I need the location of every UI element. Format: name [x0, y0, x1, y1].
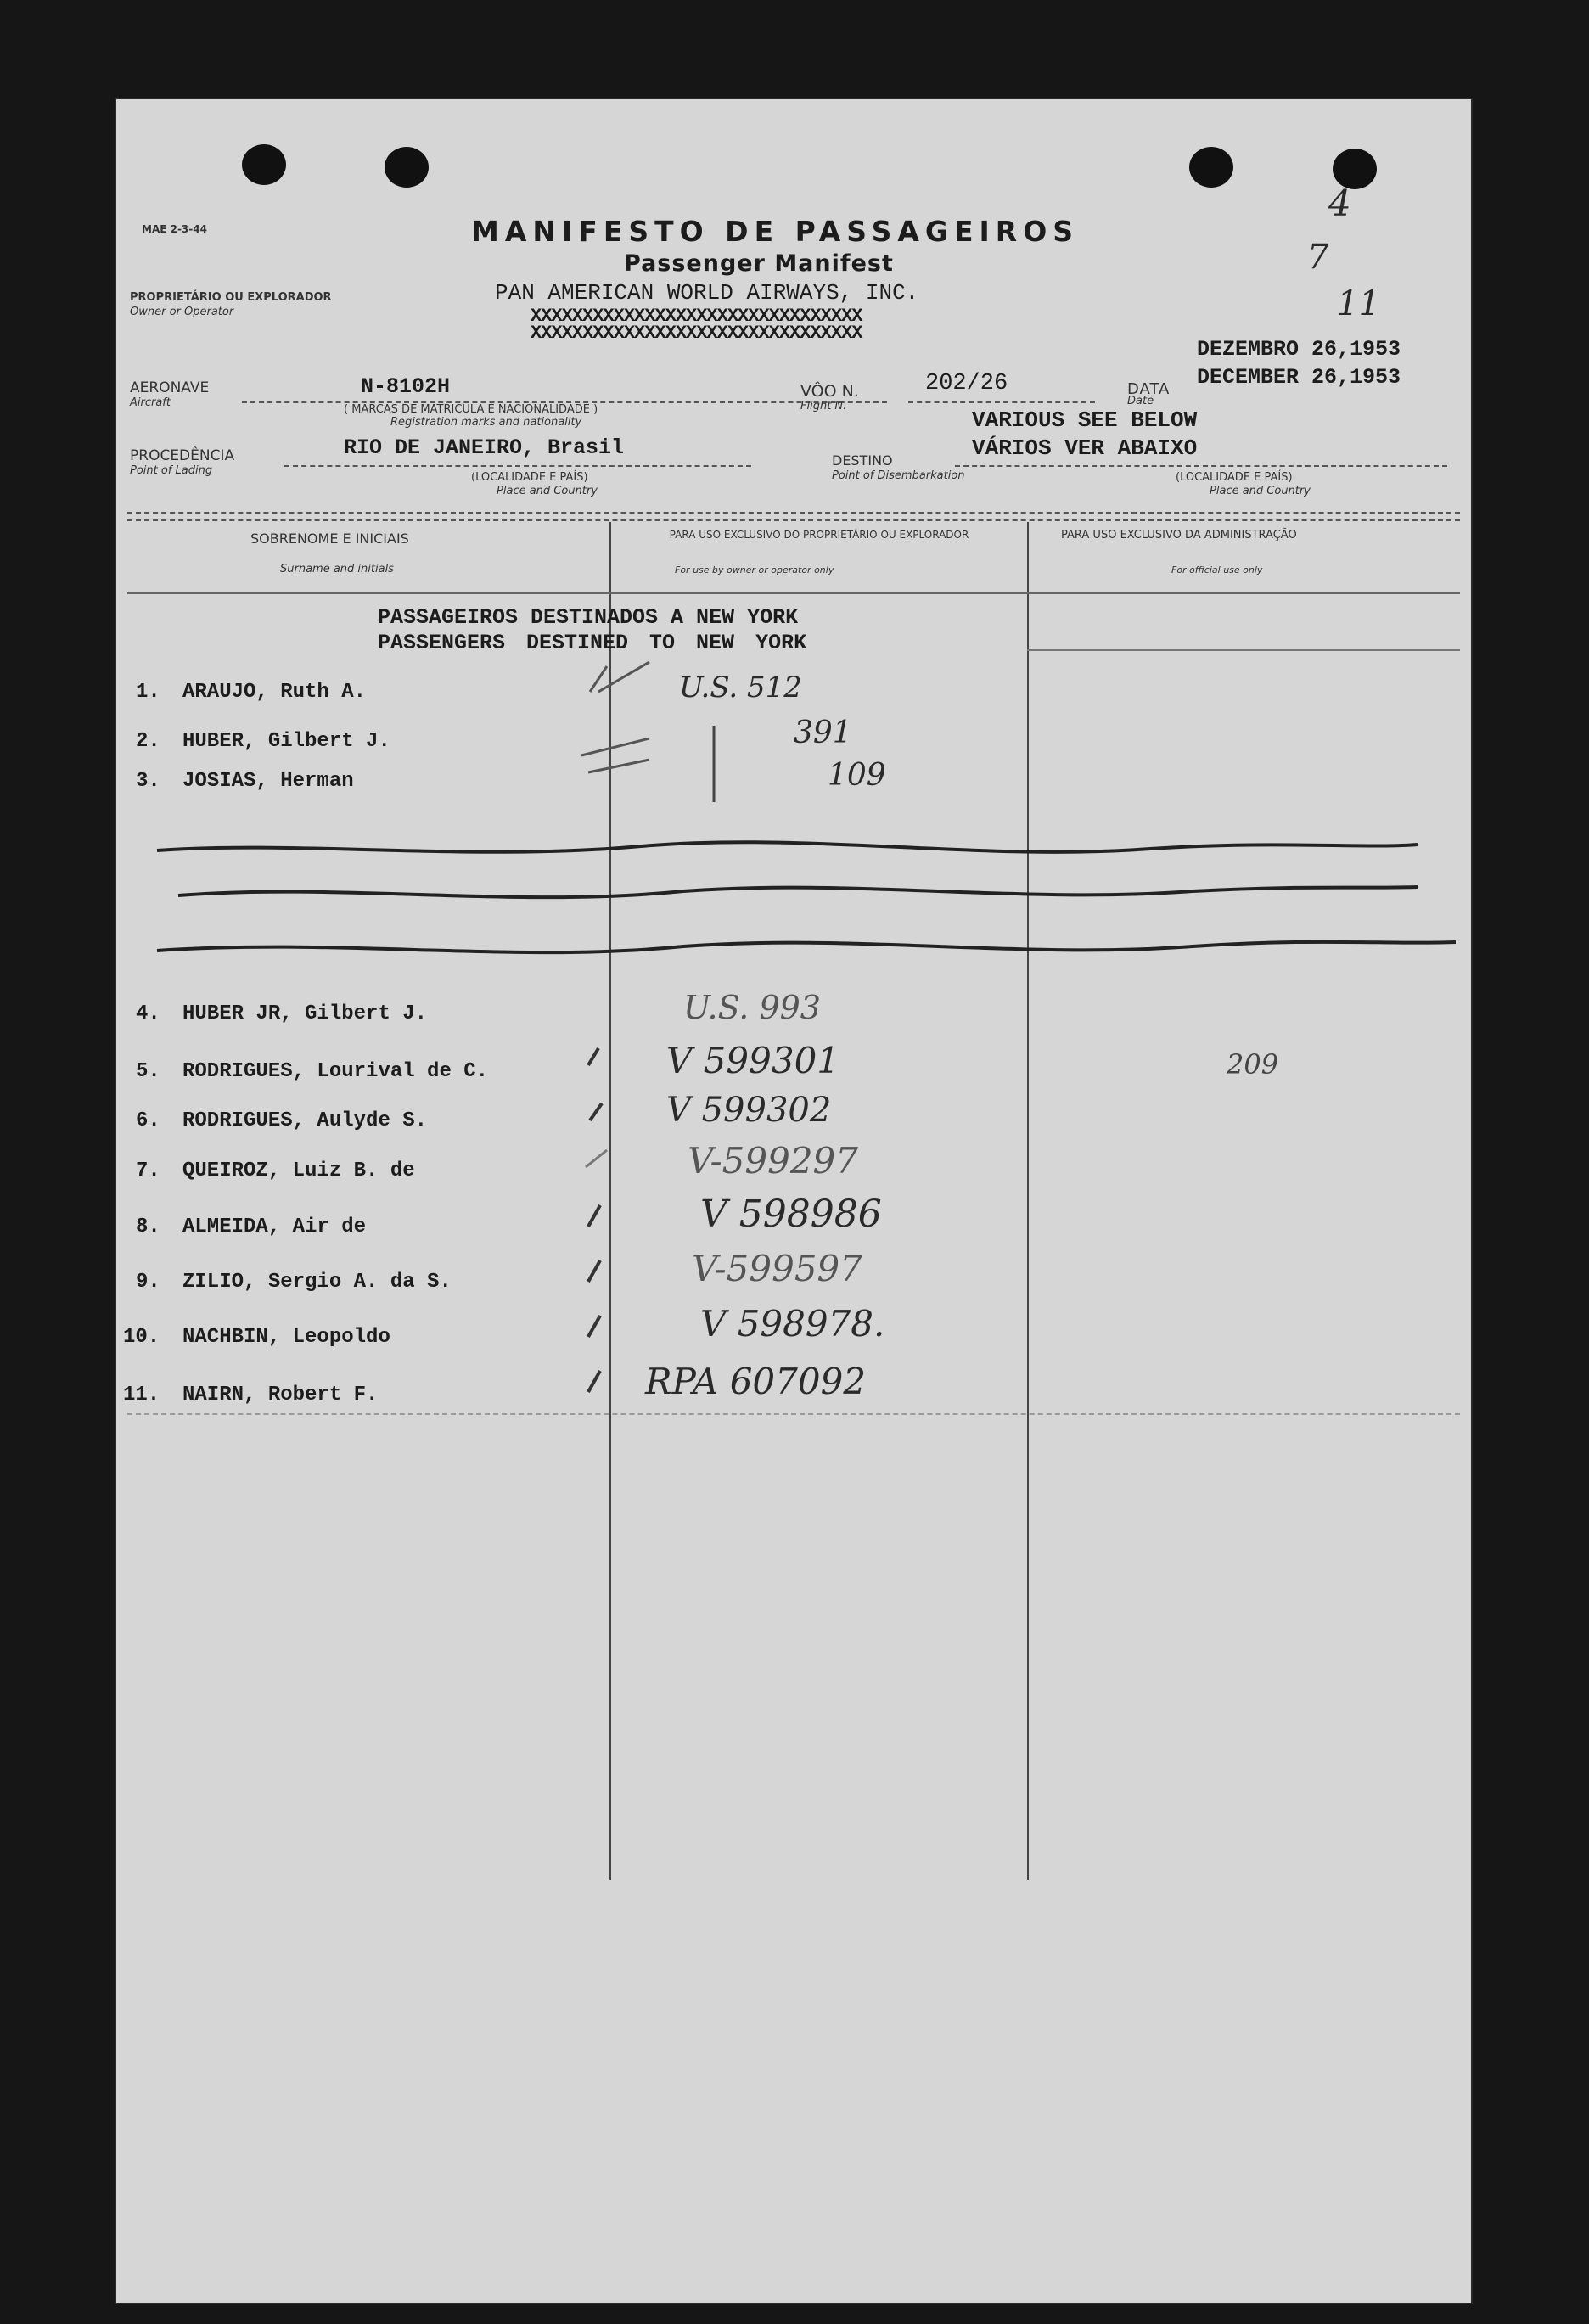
date-value-en: DECEMBER 26,1953 — [1197, 365, 1401, 390]
flight-value: 202/26 — [925, 371, 1008, 396]
aircraft-caption: ( MARCAS DE MATRICULA E NACIONALIDADE ) — [344, 403, 598, 416]
passenger-note: V 598986 — [700, 1193, 882, 1236]
passenger-name: NAIRN, Robert F. — [182, 1384, 379, 1406]
check-marks — [573, 1040, 675, 1430]
destination-caption-en: Place and Country — [1210, 485, 1311, 497]
passenger-note: U.S. 512 — [679, 671, 802, 704]
corner-mark: 7 — [1307, 238, 1329, 277]
passenger-name: RODRIGUES, Aulyde S. — [182, 1109, 428, 1132]
corner-mark: 4 — [1328, 182, 1351, 224]
passenger-number: 4. — [136, 1002, 160, 1025]
punch-hole — [1189, 147, 1233, 188]
passenger-note: V-599297 — [688, 1140, 858, 1182]
passenger-number: 7. — [136, 1159, 160, 1182]
column-header-names-en: Surname and initials — [280, 563, 394, 575]
aircraft-label-en: Aircraft — [130, 396, 171, 409]
passenger-name: HUBER, Gilbert J. — [182, 730, 390, 753]
flight-label-en: Flight N. — [800, 400, 847, 413]
flight-label: VÔO N. — [800, 382, 859, 401]
origin-label: PROCEDÊNCIA — [130, 447, 235, 464]
date-label-en: Date — [1127, 395, 1154, 407]
column-header-owner-en: For use by owner or operator only — [675, 564, 834, 575]
passenger-name: RODRIGUES, Lourival de C. — [182, 1060, 489, 1083]
passenger-name: QUEIROZ, Luiz B. de — [182, 1159, 415, 1182]
passenger-name: ARAUJO, Ruth A. — [182, 681, 367, 704]
passenger-name: ZILIO, Sergio A. da S. — [182, 1271, 452, 1294]
passenger-note: RPA 607092 — [645, 1361, 867, 1402]
manifest-page — [115, 98, 1473, 2304]
passenger-note: V-599597 — [692, 1248, 862, 1289]
aircraft-caption-en: Registration marks and nationality — [390, 416, 582, 429]
check-marks — [564, 658, 887, 828]
punch-hole — [385, 147, 429, 188]
column-header-owner: PARA USO EXCLUSIVO DO PROPRIETÁRIO OU EXPLORADOR — [669, 529, 969, 541]
origin-caption-en: Place and Country — [497, 485, 598, 497]
date-label: DATA — [1127, 380, 1171, 398]
destination-label: DESTINO — [832, 452, 893, 469]
destination-value-en: VARIOUS SEE BELOW — [972, 407, 1198, 433]
aircraft-label: AERONAVE — [130, 379, 210, 396]
passenger-number: 10. — [123, 1326, 160, 1349]
passenger-name: ALMEIDA, Air de — [182, 1215, 367, 1238]
passenger-number: 8. — [136, 1215, 160, 1238]
passenger-note: V 599301 — [666, 1040, 840, 1081]
origin-label-en: Point of Lading — [130, 464, 213, 477]
passenger-name: JOSIAS, Herman — [182, 770, 354, 793]
passenger-number: 1. — [136, 681, 160, 704]
strike-lines — [132, 811, 1456, 1014]
section-heading-pt: PASSAGEIROS DESTINADOS A NEW YORK — [378, 605, 799, 630]
passenger-note: V 599302 — [666, 1091, 832, 1130]
origin-caption: (LOCALIDADE E PAÍS) — [471, 471, 588, 484]
column-header-admin: PARA USO EXCLUSIVO DA ADMINISTRAÇÃO — [1061, 529, 1297, 542]
passenger-name: NACHBIN, Leopoldo — [182, 1326, 390, 1349]
destination-label-en: Point of Disembarkation — [832, 469, 965, 482]
page-title: MANIFESTO DE PASSAGEIROS — [471, 215, 1080, 248]
passenger-number: 6. — [136, 1109, 160, 1132]
destination-value-pt: VÁRIOS VER ABAIXO — [972, 435, 1198, 461]
form-code: MAE 2-3-44 — [142, 223, 207, 235]
owner-label: PROPRIETÁRIO OU EXPLORADOR — [130, 291, 332, 304]
passenger-note: 109 — [828, 758, 886, 793]
admin-note: 209 — [1227, 1048, 1279, 1081]
aircraft-value: N-8102H — [361, 374, 451, 399]
passenger-number: 11. — [123, 1384, 160, 1406]
owner-label-en: Owner or Operator — [130, 306, 234, 318]
passenger-number: 9. — [136, 1271, 160, 1294]
owner-value: PAN AMERICAN WORLD AIRWAYS, INC. — [495, 280, 919, 306]
column-header-admin-en: For official use only — [1171, 564, 1263, 575]
punch-hole — [242, 144, 286, 185]
section-heading-en: PASSENGERS DESTINED TO NEW YORK — [378, 631, 807, 655]
passenger-number: 3. — [136, 770, 160, 793]
owner-struck: XXXXXXXXXXXXXXXXXXXXXXXXXXXXXXXX — [531, 323, 862, 344]
passenger-number: 5. — [136, 1060, 160, 1083]
passenger-name: HUBER JR, Gilbert J. — [182, 1002, 428, 1025]
origin-value: RIO DE JANEIRO, Brasil — [344, 435, 625, 460]
passenger-note: U.S. 993 — [683, 989, 821, 1026]
column-header-names: SOBRENOME E INICIAIS — [250, 530, 409, 547]
corner-mark: 11 — [1337, 284, 1380, 323]
passenger-note: 391 — [794, 716, 852, 750]
passenger-number: 2. — [136, 730, 160, 753]
destination-caption: (LOCALIDADE E PAÍS) — [1176, 471, 1293, 484]
page-subtitle: Passenger Manifest — [624, 250, 894, 277]
date-value-pt: DEZEMBRO 26,1953 — [1197, 337, 1401, 362]
owner-struck: XXXXXXXXXXXXXXXXXXXXXXXXXXXXXXXX — [531, 306, 862, 327]
passenger-note: V 598978. — [700, 1303, 885, 1344]
